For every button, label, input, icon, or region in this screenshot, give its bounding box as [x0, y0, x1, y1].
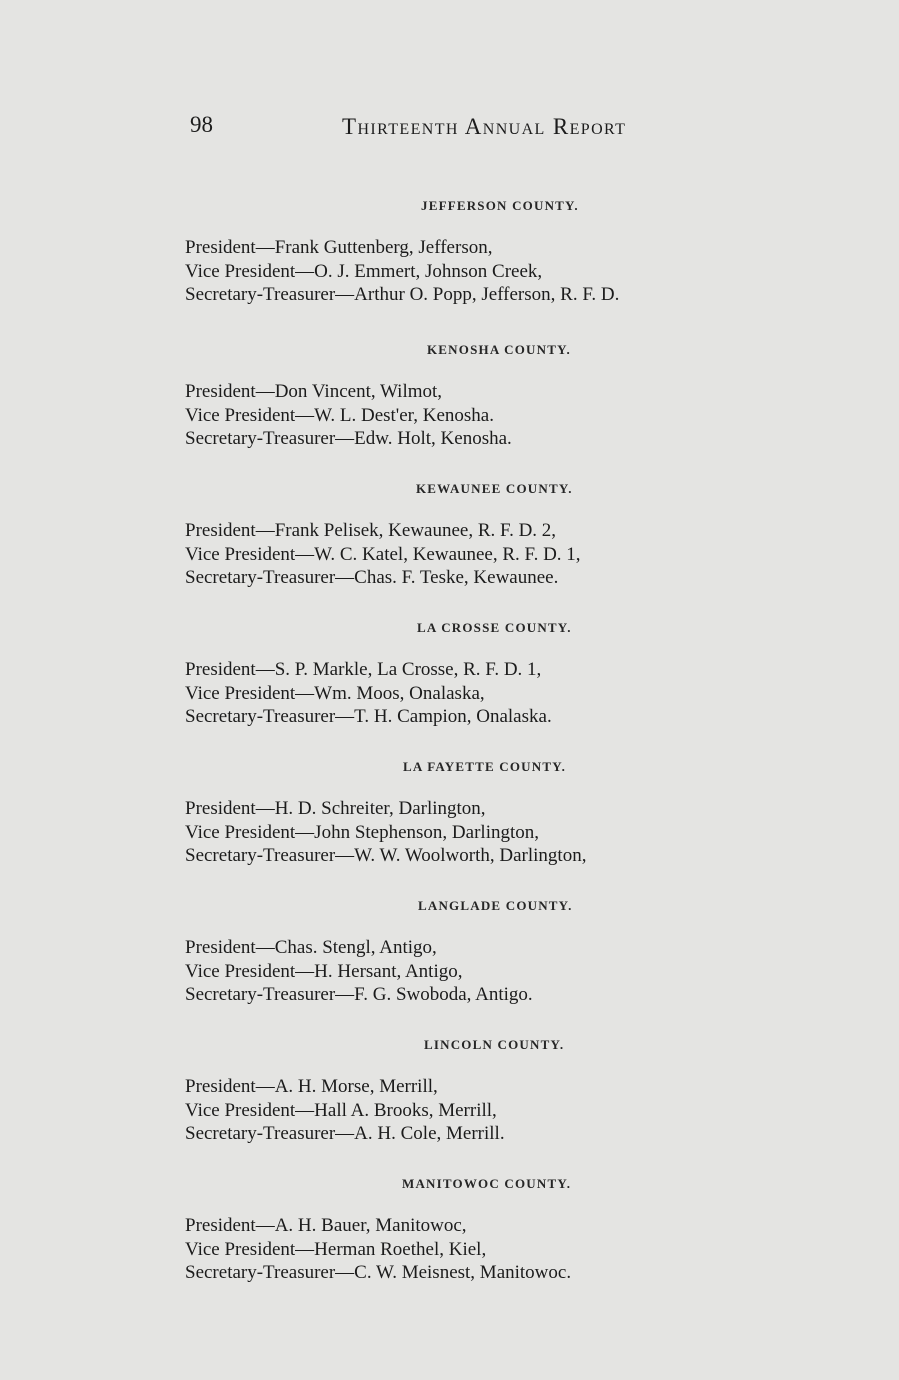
- officer-secretary-treasurer: Secretary-Treasurer—C. W. Meisnest, Manitowoc.: [185, 1262, 572, 1283]
- officer-president: President—Frank Guttenberg, Jefferson,: [185, 237, 493, 258]
- officer-vice-president: Vice President—W. L. Dest'er, Kenosha.: [185, 404, 494, 426]
- county-heading: LANGLADE COUNTY.: [418, 898, 573, 913]
- officer-vice-president: Vice President—Hall A. Brooks, Merrill,: [185, 1099, 497, 1121]
- officer-vice-president: Vice President—John Stephenson, Darlington,: [185, 821, 540, 843]
- officer-president: President—Chas. Stengl, Antigo,: [185, 937, 437, 958]
- officer-president: President—Frank Pelisek, Kewaunee, R. F. D. 2,: [185, 520, 557, 541]
- officer-secretary-treasurer: Secretary-Treasurer—Edw. Holt, Kenosha.: [185, 428, 512, 449]
- running-title: Thirteenth Annual Report: [342, 114, 627, 139]
- officer-vice-president: Vice President—H. Hersant, Antigo,: [185, 960, 463, 982]
- officer-list: [185, 936, 533, 1007]
- county-heading: JEFFERSON COUNTY.: [421, 198, 579, 213]
- county-heading: KENOSHA COUNTY.: [427, 342, 571, 357]
- officer-list: [185, 797, 586, 868]
- officer-vice-president: Vice President—Herman Roethel, Kiel,: [185, 1238, 487, 1260]
- officer-list: [185, 1214, 571, 1285]
- county-heading: LA FAYETTE COUNTY.: [403, 759, 567, 774]
- county-heading: MANITOWOC COUNTY.: [402, 1176, 572, 1191]
- officer-president: President—Don Vincent, Wilmot,: [185, 381, 443, 402]
- officer-president: President—A. H. Morse, Merrill,: [185, 1076, 438, 1097]
- page-number: 98: [190, 112, 213, 137]
- officer-vice-president: Vice President—Wm. Moos, Onalaska,: [185, 682, 485, 704]
- officer-list: [185, 1075, 505, 1146]
- county-heading: LINCOLN COUNTY.: [424, 1037, 565, 1052]
- county-heading: KEWAUNEE COUNTY.: [416, 481, 573, 496]
- officer-secretary-treasurer: Secretary-Treasurer—Arthur O. Popp, Jefferson, R. F. D.: [185, 284, 620, 305]
- officer-list: [185, 380, 512, 451]
- county-heading: LA CROSSE COUNTY.: [417, 620, 572, 635]
- officer-secretary-treasurer: Secretary-Treasurer—Chas. F. Teske, Kewaunee.: [185, 567, 559, 588]
- officer-secretary-treasurer: Secretary-Treasurer—A. H. Cole, Merrill.: [185, 1123, 505, 1144]
- officer-vice-president: Vice President—W. C. Katel, Kewaunee, R. F. D. 1,: [185, 543, 581, 565]
- officer-vice-president: Vice President—O. J. Emmert, Johnson Creek,: [185, 260, 543, 282]
- officer-president: President—A. H. Bauer, Manitowoc,: [185, 1215, 467, 1236]
- page-header: [190, 112, 680, 146]
- officer-list: [185, 658, 552, 729]
- officer-list: [185, 236, 619, 307]
- officer-president: President—S. P. Markle, La Crosse, R. F. D. 1,: [185, 659, 542, 680]
- officer-list: [185, 519, 581, 590]
- officer-secretary-treasurer: Secretary-Treasurer—W. W. Woolworth, Darlington,: [185, 845, 587, 866]
- officer-president: President—H. D. Schreiter, Darlington,: [185, 798, 486, 819]
- officer-secretary-treasurer: Secretary-Treasurer—T. H. Campion, Onalaska.: [185, 706, 552, 727]
- officer-secretary-treasurer: Secretary-Treasurer—F. G. Swoboda, Antigo.: [185, 984, 533, 1005]
